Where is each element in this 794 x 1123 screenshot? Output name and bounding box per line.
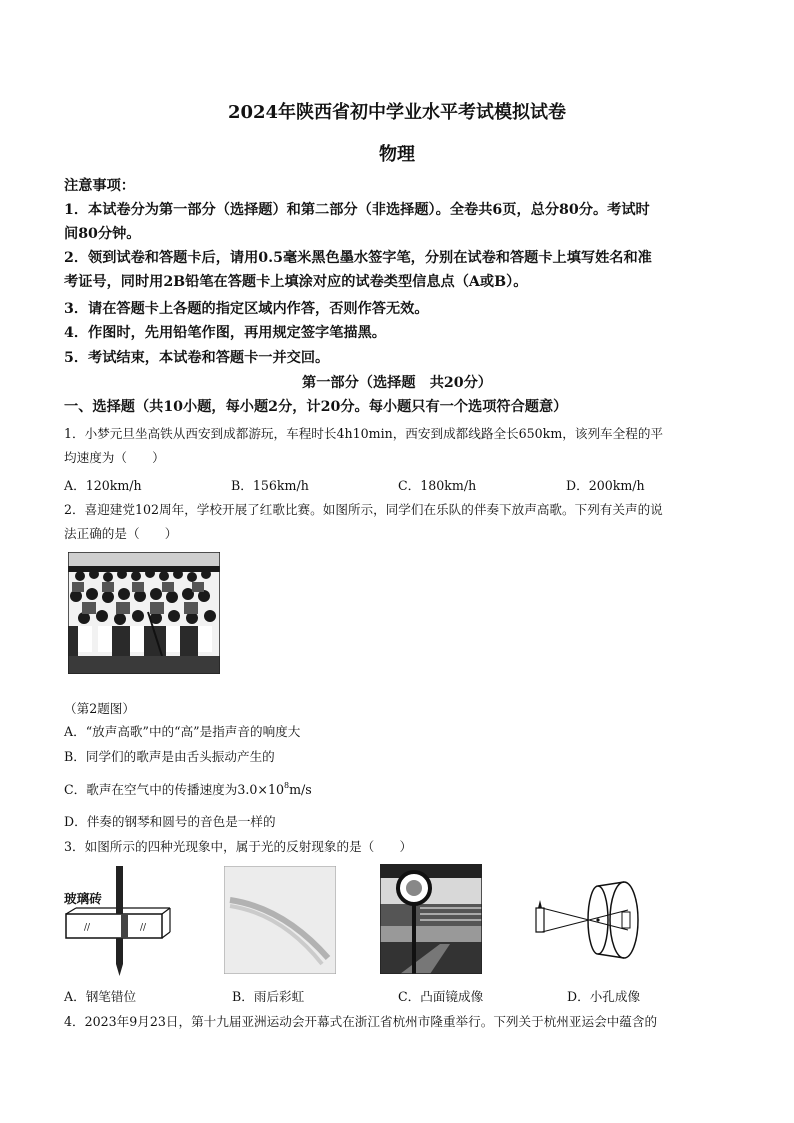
question-2-option-d: D．伴奏的钢琴和圆号的音色是一样的 (64, 814, 276, 829)
question-2-option-a: A．“放声高歌”中的“高”是指声音的响度大 (64, 724, 301, 739)
svg-text://: // (140, 923, 147, 933)
notice-line: 间80分钟。 (64, 226, 141, 242)
glass-brick-label: 玻璃砖 (64, 891, 102, 906)
section-heading: 一、选择题（共10小题，每小题2分，计20分。每小题只有一个选项符合题意） (64, 399, 568, 415)
question-3-option-d: D．小孔成像 (567, 989, 641, 1004)
notice-line: 2．领到试卷和答题卡后，请用0.5毫米黑色墨水签字笔，分别在试卷和答题卡上填写姓名和准 (64, 250, 652, 266)
subject-title: 物理 (379, 144, 415, 165)
question-1-option-a: A．120km/h (64, 478, 142, 493)
question-1-stem: 1．小梦元旦坐高铁从西安到成都游玩，车程时长4h10min，西安到成都线路全长650km，该列车全程的平 (64, 426, 664, 441)
question-2-stem: 2．喜迎建党102周年，学校开展了红歌比赛。如图所示，同学们在乐队的伴奏下放声高歌。下列有关声的说 (64, 502, 663, 517)
part-heading: 第一部分（选择题 共20分） (302, 375, 492, 391)
pinhole-camera-figure (532, 870, 646, 970)
exam-title: 2024年陕西省初中学业水平考试模拟试卷 (227, 102, 567, 123)
convex-mirror-photo (380, 864, 482, 974)
question-2-option-c: C．歌声在空气中的传播速度为$3.0\times 10^8m/s$ (64, 781, 312, 797)
notice-heading: 注意事项： (64, 178, 135, 194)
choir-photo (68, 552, 220, 674)
svg-text://: // (84, 923, 91, 933)
notice-line: 5．考试结束，本试卷和答题卡一并交回。 (64, 350, 330, 366)
question-2-figure-caption: （第2题图） (64, 701, 135, 716)
pen-glass-figure (64, 866, 174, 978)
question-1-option-c: C．180km/h (398, 478, 477, 493)
notice-line: 1．本试卷分为第一部分（选择题）和第二部分（非选择题）。全卷共6页，总分80分。考试时 (64, 202, 650, 218)
rainbow-photo (224, 866, 336, 974)
question-1-option-b: B．156km/h (231, 478, 309, 493)
question-3-option-b: B．雨后彩虹 (232, 989, 305, 1004)
question-3-option-c: C．凸面镜成像 (398, 989, 484, 1004)
question-3-option-a: A．钢笔错位 (64, 989, 137, 1004)
question-2-stem: 法正确的是（ ） (64, 526, 178, 541)
question-4-stem: 4．2023年9月23日，第十九届亚洲运动会开幕式在浙江省杭州市隆重举行。下列关于杭州亚运会中蕴含的 (64, 1014, 658, 1029)
question-2-option-b: B．同学们的歌声是由舌头振动产生的 (64, 749, 275, 764)
question-1-stem: 均速度为（ ） (64, 450, 165, 465)
notice-line: 考证号，同时用2B铅笔在答题卡上填涂对应的试卷类型信息点（A或B）。 (64, 274, 528, 290)
question-3-stem: 3．如图所示的四种光现象中，属于光的反射现象的是（ ） (64, 839, 413, 854)
notice-line: 4．作图时，先用铅笔作图，再用规定签字笔描黑。 (64, 325, 386, 341)
notice-line: 3．请在答题卡上各题的指定区域内作答，否则作答无效。 (64, 301, 429, 317)
question-1-option-d: D．200km/h (566, 478, 645, 493)
